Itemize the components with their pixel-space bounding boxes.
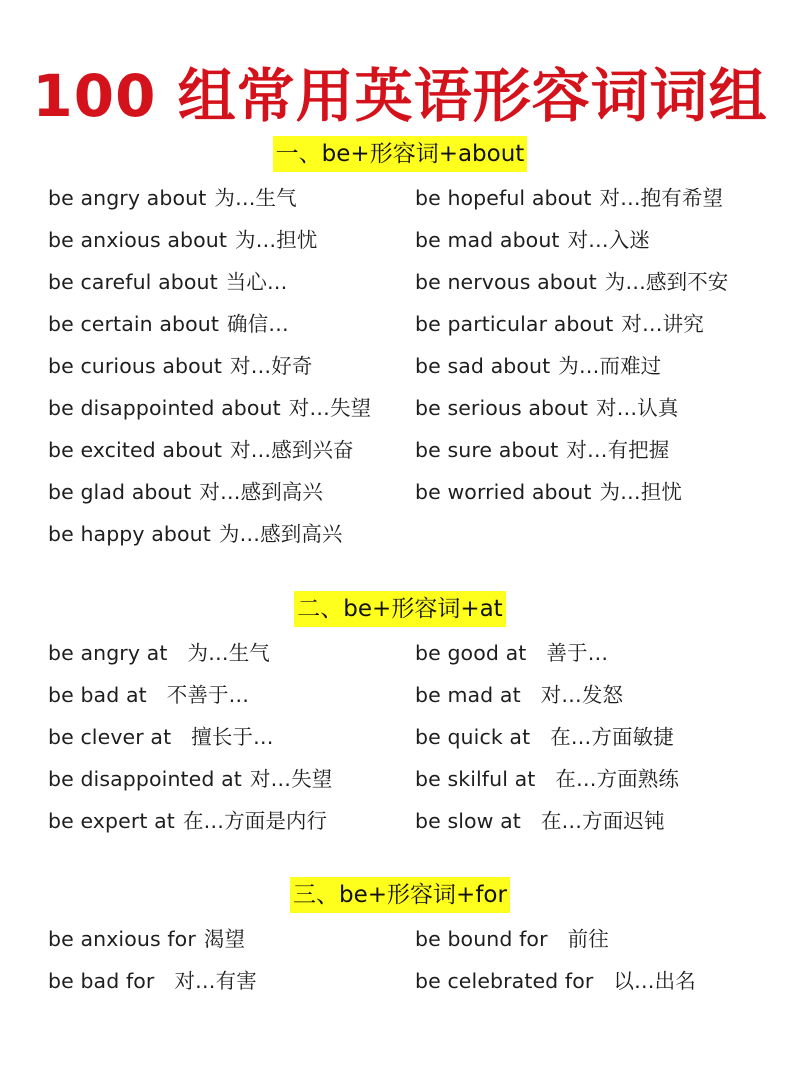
phrase-item [415, 678, 768, 708]
phrase-row [48, 714, 768, 756]
phrase-item [415, 922, 768, 952]
section-heading-label: 二、be+形容词+at [294, 591, 505, 627]
phrase-text: be clever at [48, 725, 172, 749]
phrase-meaning: 对…感到高兴 [199, 480, 323, 504]
phrase-meaning: 对…感到兴奋 [230, 438, 354, 462]
phrase-text: be sad about [415, 354, 551, 378]
phrase-text: be anxious for [48, 927, 196, 951]
phrase-text: be happy about [48, 522, 211, 546]
phrase-meaning: 在…方面熟练 [555, 767, 680, 791]
phrase-text: be serious about [415, 396, 589, 420]
phrase-row [48, 798, 768, 840]
section-heading-at [0, 591, 800, 627]
phrase-meaning: 在…方面是内行 [182, 809, 328, 833]
phrase-item [48, 720, 415, 750]
phrase-list-about [48, 175, 768, 553]
phrase-item [48, 804, 415, 834]
phrase-meaning: 前往 [567, 927, 609, 951]
phrase-row [48, 301, 768, 343]
phrase-text: be celebrated for [415, 969, 594, 993]
phrase-meaning: 对…失望 [288, 396, 372, 420]
phrase-text: be expert at [48, 809, 175, 833]
phrase-item [48, 678, 415, 708]
phrase-text: be slow at [415, 809, 521, 833]
phrase-text: be mad at [415, 683, 521, 707]
phrase-text: be angry at [48, 641, 168, 665]
phrase-row [48, 217, 768, 259]
phrase-meaning: 当心… [225, 270, 288, 294]
phrase-list-for [48, 916, 768, 1000]
phrase-text: be disappointed about [48, 396, 281, 420]
phrase-item [48, 762, 415, 792]
phrase-item [48, 475, 415, 505]
phrase-item [48, 391, 415, 421]
phrase-item [48, 922, 415, 952]
phrase-item [415, 804, 768, 834]
section-heading-label: 三、be+形容词+for [290, 877, 510, 913]
phrase-item [415, 720, 768, 750]
section-heading-label: 一、be+形容词+about [273, 136, 528, 172]
page-title: 100 组常用英语形容词词组 [32, 62, 768, 130]
phrase-meaning: 对…讲究 [621, 312, 704, 336]
phrase-item [415, 307, 768, 337]
phrase-text: be bad at [48, 683, 147, 707]
phrase-meaning: 确信… [227, 312, 289, 336]
phrase-item [48, 636, 415, 666]
phrase-list-at [48, 630, 768, 840]
phrase-text: be excited about [48, 438, 223, 462]
phrase-meaning: 渴望 [203, 927, 246, 951]
phrase-meaning: 对…入迷 [567, 228, 650, 252]
phrase-item [48, 181, 415, 211]
phrase-meaning: 对…有把握 [566, 438, 670, 462]
phrase-row [48, 469, 768, 511]
phrase-text: be angry about [48, 186, 207, 210]
phrase-meaning: 对…抱有希望 [599, 186, 724, 210]
phrase-meaning: 在…方面迟钝 [540, 809, 665, 833]
phrase-row [48, 756, 768, 798]
phrase-item [415, 265, 768, 295]
phrase-row [48, 958, 768, 1000]
phrase-item [48, 964, 415, 994]
phrase-item [415, 636, 768, 666]
phrase-row [48, 427, 768, 469]
phrase-text: be curious about [48, 354, 223, 378]
phrase-meaning: 对…发怒 [540, 683, 624, 707]
phrase-item [48, 517, 415, 547]
phrase-row [48, 511, 768, 553]
phrase-item [48, 307, 415, 337]
section-heading-about [0, 136, 800, 172]
phrase-meaning: 为…生气 [214, 186, 297, 210]
phrase-meaning: 在…方面敏捷 [550, 725, 674, 749]
phrase-meaning: 对…认真 [596, 396, 679, 420]
phrase-text: be particular about [415, 312, 614, 336]
phrase-item [415, 964, 768, 994]
phrase-meaning: 为…担忧 [599, 480, 682, 504]
phrase-meaning: 为…担忧 [235, 228, 318, 252]
phrase-item [415, 349, 768, 379]
phrase-meaning: 擅长于… [191, 725, 274, 749]
phrase-text: be careful about [48, 270, 218, 294]
phrase-item [415, 433, 768, 463]
phrase-row [48, 343, 768, 385]
phrase-meaning: 不善于… [166, 683, 250, 707]
phrase-text: be good at [415, 641, 527, 665]
phrase-item [48, 349, 415, 379]
phrase-text: be certain about [48, 312, 220, 336]
phrase-row [48, 672, 768, 714]
phrase-row [48, 259, 768, 301]
phrase-text: be mad about [415, 228, 560, 252]
phrase-item [415, 223, 768, 253]
phrase-meaning: 对…失望 [249, 767, 333, 791]
phrase-meaning: 以…出名 [613, 969, 696, 993]
phrase-row [48, 916, 768, 958]
phrase-text: be bad for [48, 969, 155, 993]
phrase-item [48, 265, 415, 295]
phrase-meaning: 对…好奇 [230, 354, 313, 378]
phrase-text: be disappointed at [48, 767, 242, 791]
phrase-item [48, 433, 415, 463]
phrase-item [415, 181, 768, 211]
phrase-text: be quick at [415, 725, 531, 749]
phrase-text: be worried about [415, 480, 592, 504]
phrase-text: be sure about [415, 438, 559, 462]
phrase-meaning: 为…感到高兴 [218, 522, 343, 546]
phrase-meaning: 为…生气 [187, 641, 270, 665]
phrase-text: be anxious about [48, 228, 228, 252]
phrase-text: be nervous about [415, 270, 597, 294]
phrase-meaning: 为…感到不安 [604, 270, 729, 294]
phrase-text: be skilful at [415, 767, 536, 791]
phrase-row [48, 630, 768, 672]
phrase-row [48, 385, 768, 427]
phrase-item [415, 762, 768, 792]
phrase-meaning: 对…有害 [174, 969, 257, 993]
phrase-item [415, 391, 768, 421]
phrase-item [48, 223, 415, 253]
phrase-text: be bound for [415, 927, 548, 951]
phrase-meaning: 善于… [546, 641, 609, 665]
section-heading-for [0, 877, 800, 913]
phrase-item [415, 475, 768, 505]
phrase-row [48, 175, 768, 217]
phrase-text: be glad about [48, 480, 192, 504]
phrase-text: be hopeful about [415, 186, 592, 210]
phrase-meaning: 为…而难过 [558, 354, 662, 378]
